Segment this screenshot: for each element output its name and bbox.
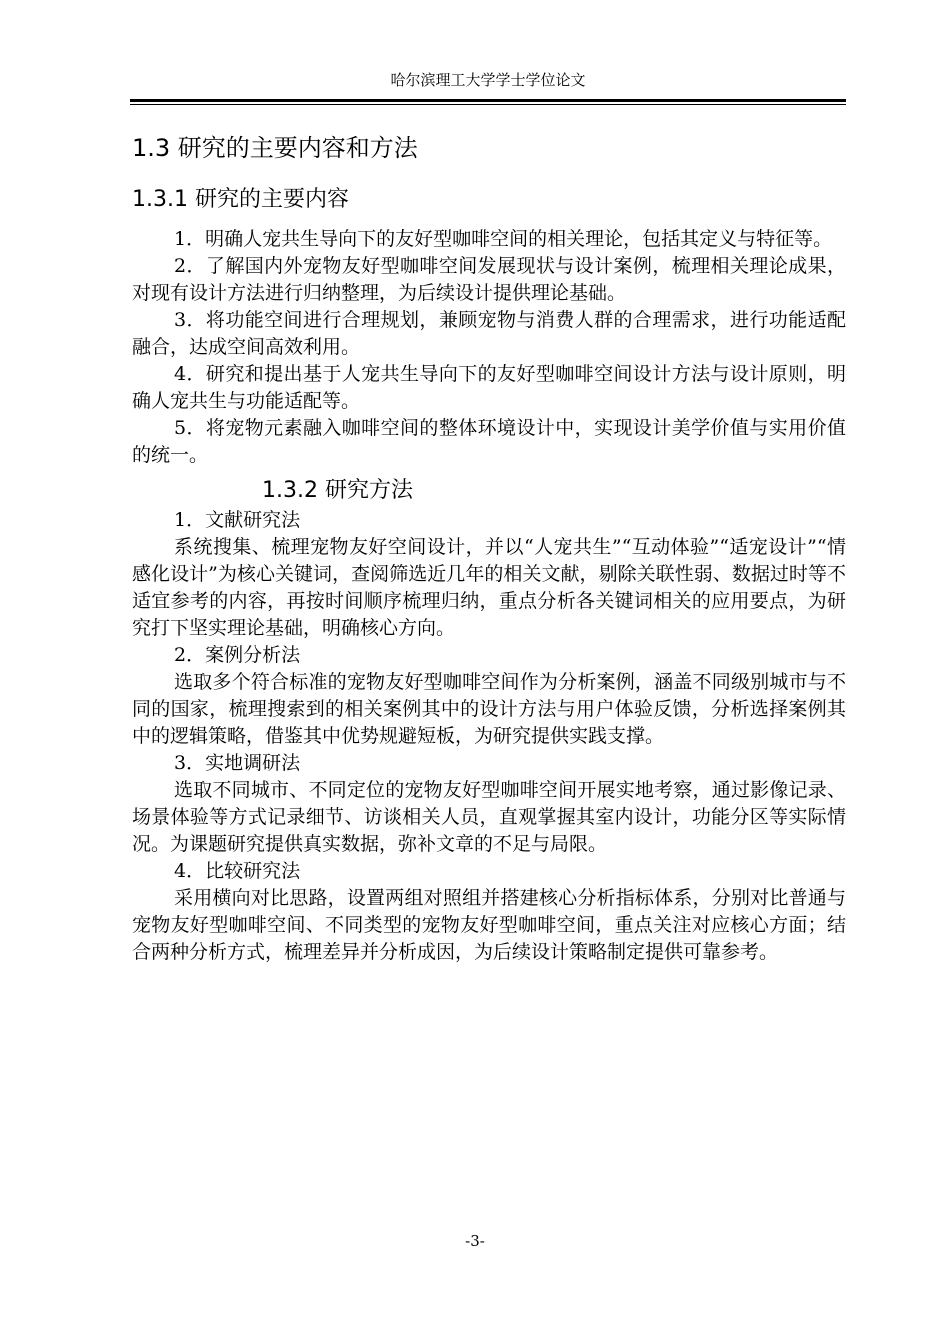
method-body: 系统搜集、梳理宠物友好空间设计，并以“人宠共生”“互动体验”“适宠设计”“情感化设计”为核心关键词，查阅筛选近几年的相关文献，剔除关联性弱、数据过时等不适宜参考的内容，再按时间顺序梳理归纳，重点分析各关键词相关的应用要点，为研究打下坚实理论基础，明确核心方向。	[132, 536, 846, 639]
section-heading: 1.3 研究的主要内容和方法	[132, 134, 418, 162]
page-number: -3-	[465, 1232, 485, 1250]
subsection-heading-content: 1.3.1 研究的主要内容	[132, 187, 349, 212]
subsection-heading-methods: 1.3.2 研究方法	[262, 478, 413, 503]
content-item: 1．明确人宠共生导向下的友好型咖啡空间的相关理论，包括其定义与特征等。	[174, 228, 833, 250]
method-body: 选取多个符合标准的宠物友好型咖啡空间作为分析案例，涵盖不同级别城市与不同的国家，梳理搜索到的相关案例其中的设计方法与用户体验反馈，分析选择案例其中的逻辑策略，借鉴其中优势规避短板，为研究提供实践支撑。	[132, 671, 846, 747]
method-heading: 3．实地调研法	[174, 752, 301, 774]
page-content	[132, 130, 846, 966]
method-heading: 4．比较研究法	[174, 860, 301, 882]
method-heading: 2．案例分析法	[174, 644, 301, 666]
content-item: 3．将功能空间进行合理规划，兼顾宠物与消费人群的合理需求，进行功能适配融合，达成空间高效利用。	[132, 309, 846, 358]
running-header: 哈尔滨理工大学学士学位论文	[390, 71, 586, 89]
header-rule-thin	[130, 104, 846, 105]
method-body: 选取不同城市、不同定位的宠物友好型咖啡空间开展实地考察，通过影像记录、场景体验等方式记录细节、访谈相关人员，直观掌握其室内设计，功能分区等实际情况。为课题研究提供真实数据，弥补文章的不足与局限。	[132, 779, 846, 855]
content-item: 5．将宠物元素融入咖啡空间的整体环境设计中，实现设计美学价值与实用价值的统一。	[132, 417, 846, 466]
method-body: 采用横向对比思路，设置两组对照组并搭建核心分析指标体系，分别对比普通与宠物友好型咖啡空间、不同类型的宠物友好型咖啡空间，重点关注对应核心方面；结合两种分析方式，梳理差异并分析成因，为后续设计策略制定提供可靠参考。	[132, 887, 846, 963]
content-item: 2．了解国内外宠物友好型咖啡空间发展现状与设计案例，梳理相关理论成果，对现有设计方法进行归纳整理，为后续设计提供理论基础。	[132, 255, 846, 304]
content-item: 4．研究和提出基于人宠共生导向下的友好型咖啡空间设计方法与设计原则，明确人宠共生与功能适配等。	[132, 363, 846, 412]
header-rule-thick	[130, 99, 846, 102]
method-heading: 1．文献研究法	[174, 509, 301, 531]
